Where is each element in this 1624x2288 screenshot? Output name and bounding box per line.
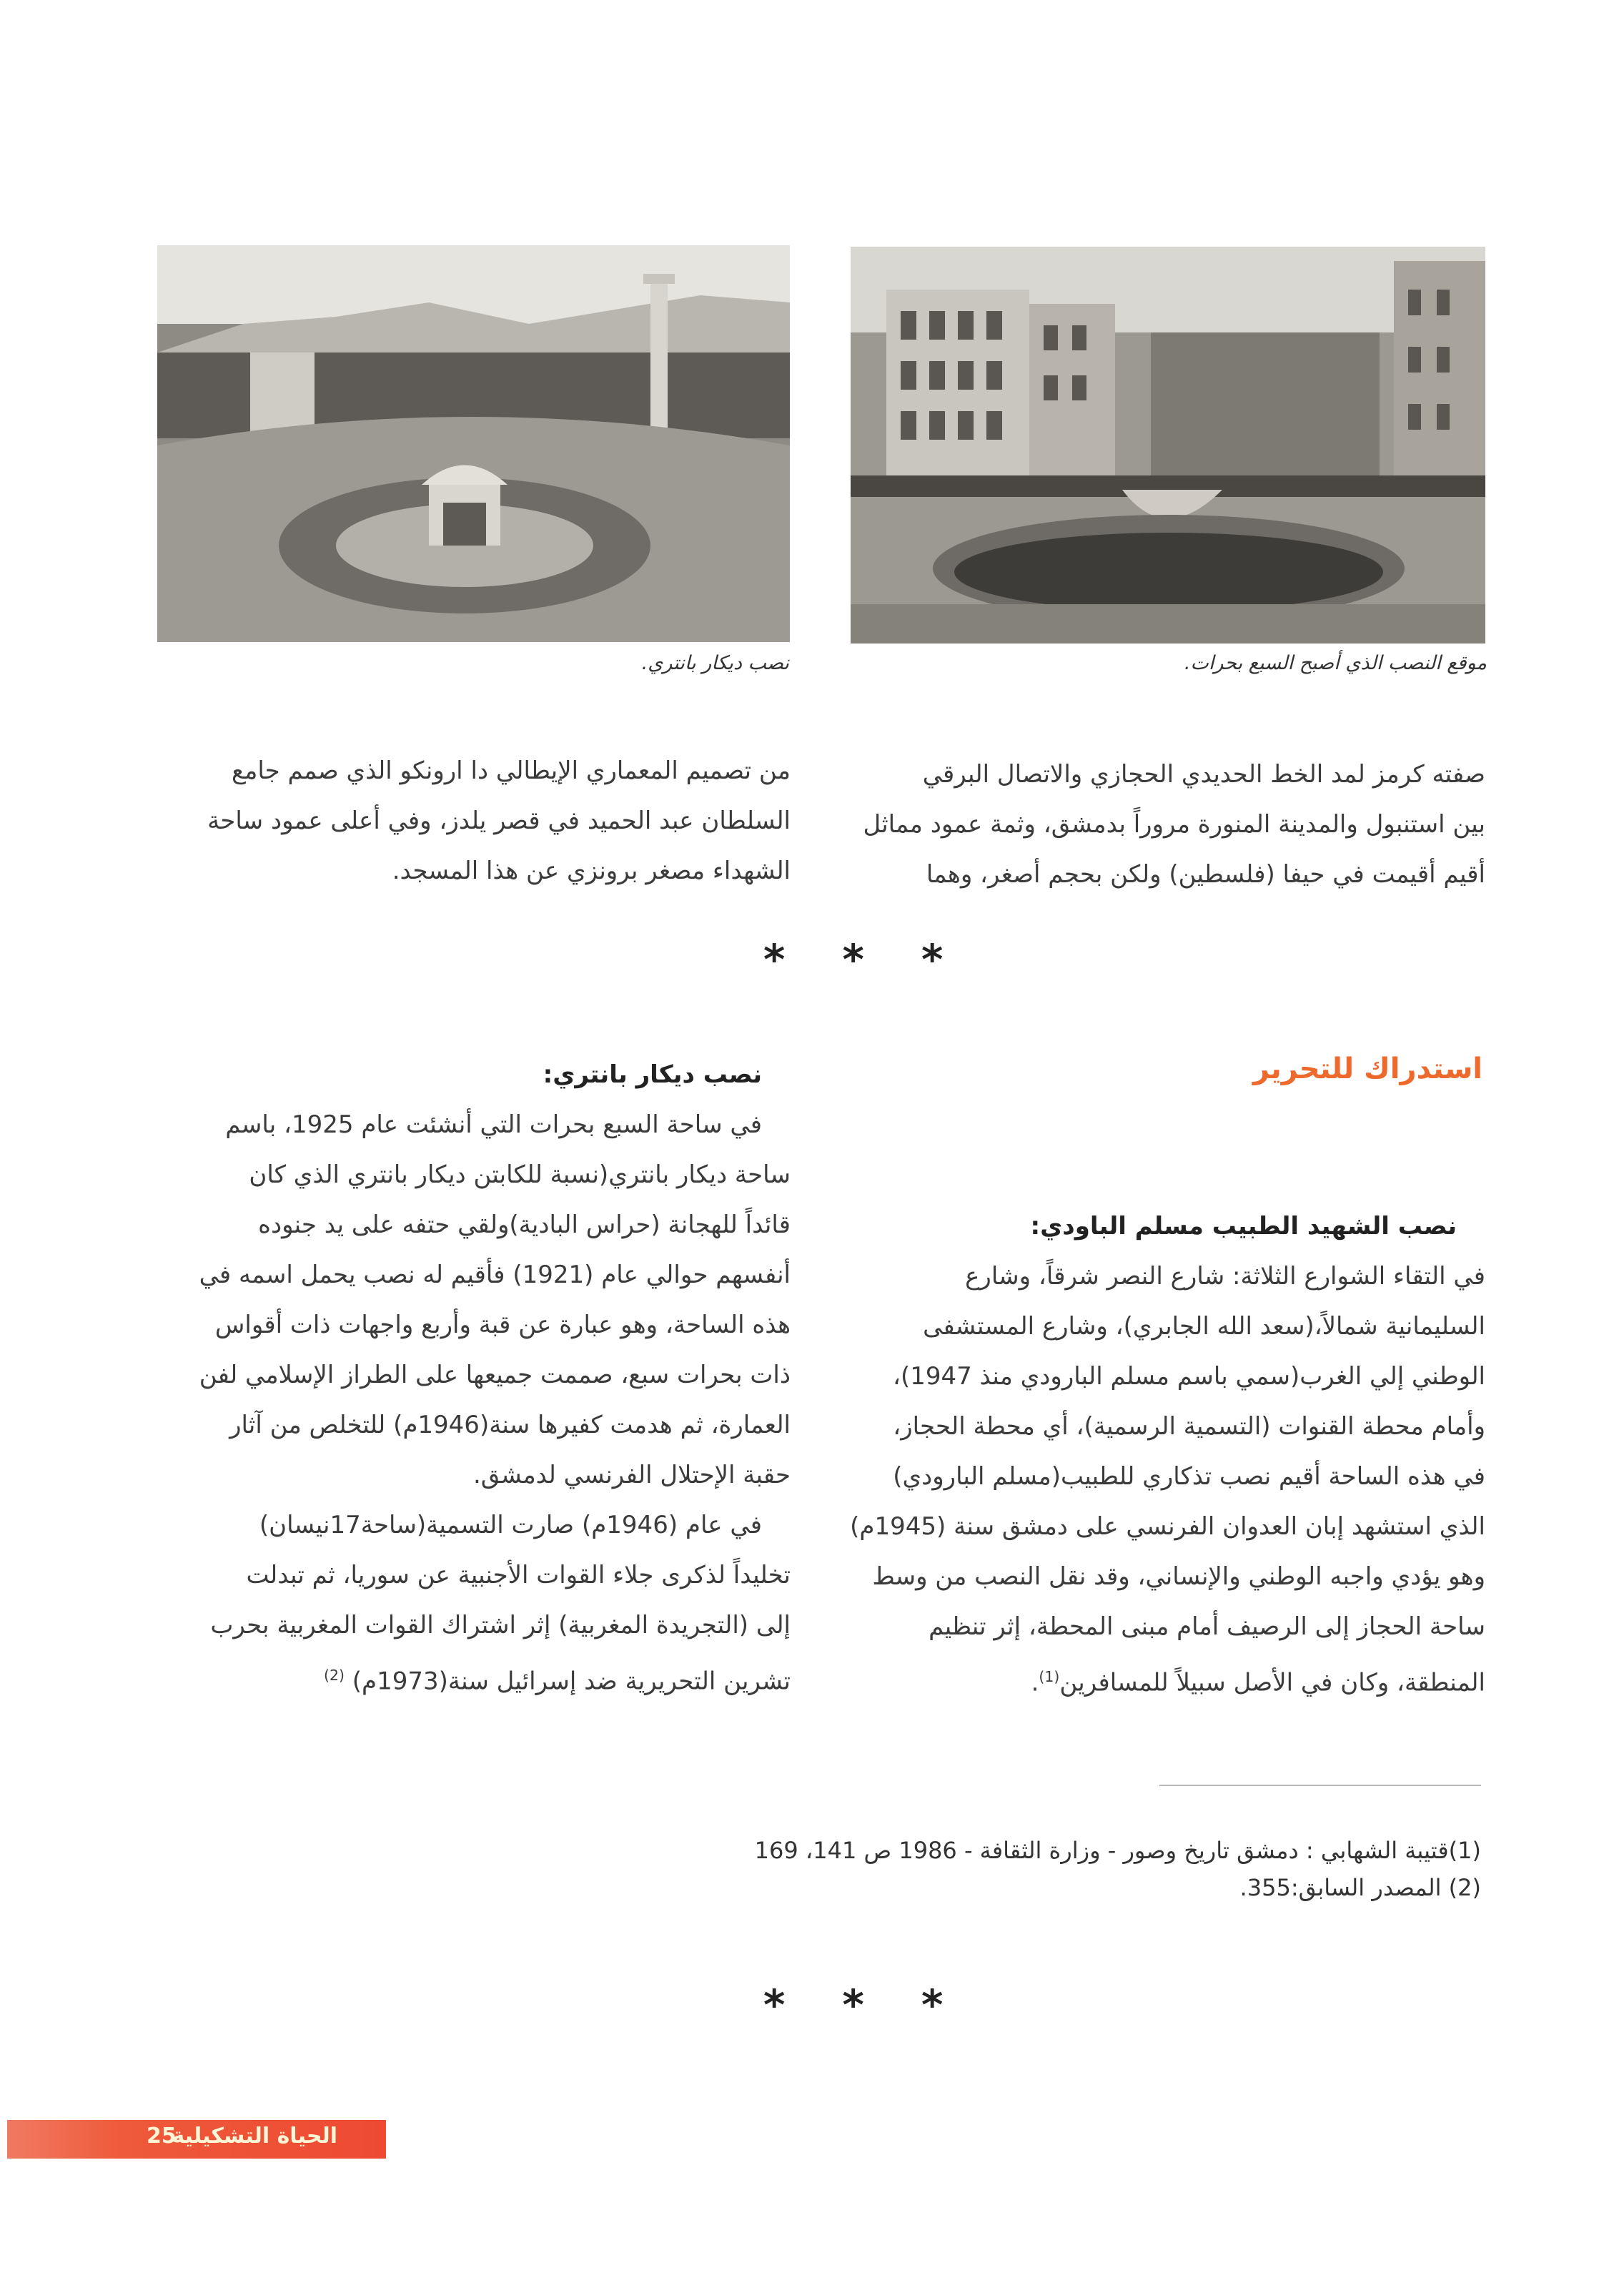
section-separator-bottom: * * *: [763, 1981, 965, 2029]
left-article-line: تخليداً لذكرى جلاء القوات الأجنبية عن سوريا، ثم تبدلت: [246, 1561, 791, 1589]
footnotes: [755, 1832, 1481, 1906]
footer-magazine-name: الحياة التشكيلية: [172, 2124, 337, 2149]
left-article-line: أنفسهم حوالي عام (1921) فأقيم له نصب يحمل اسمه في: [199, 1261, 791, 1289]
intro-right-column: [849, 749, 1485, 899]
left-article-heading: نصب ديكار بانتري:: [543, 1060, 762, 1089]
right-article-line: المنطقة، وكان في الأصل سبيلاً للمسافرين: [1059, 1668, 1485, 1697]
photo-decar-bantry-monument: [157, 245, 790, 642]
intro-left-column: [157, 746, 791, 896]
left-article-line: حقبة الإحتلال الفرنسي لدمشق.: [472, 1461, 791, 1489]
right-article-line: وهو يؤدي واجبه الوطني والإنساني، وقد نقل النصب من وسط: [872, 1562, 1485, 1591]
intro-right-line: بين استنبول والمدينة المنورة مروراً بدمشق، وثمة عمود مماثل: [863, 810, 1485, 839]
right-article-line: وأمام محطة القنوات (التسمية الرسمية)، أي محطة الحجاز،: [893, 1412, 1485, 1441]
intro-right-line: صفته كرمز لمد الخط الحديدي الحجازي والاتصال البرقي: [922, 760, 1485, 789]
footnote-2: (2) المصدر السابق:355.: [1239, 1874, 1481, 1901]
footnote-ref-1: (1): [1039, 1668, 1060, 1685]
right-article-line: ساحة الحجاز إلى الرصيف أمام مبنى المحطة، إثر تنظيم: [929, 1612, 1485, 1641]
footnote-ref-2: (2): [324, 1667, 345, 1684]
fountain-square-illustration: [851, 247, 1485, 644]
right-article-heading: نصب الشهيد الطبيب مسلم الباودي:: [1030, 1212, 1457, 1241]
right-article: [849, 1201, 1485, 1707]
left-article-line: في عام (1946م) صارت التسمية(ساحة17نيسان): [259, 1511, 762, 1539]
right-article-line: السليمانية شمالاً،(سعد الله الجابري)، وشارع المستشفى: [923, 1312, 1485, 1341]
photo-caption-right: موقع النصب الذي أصبح السبع بحرات.: [1184, 652, 1487, 674]
section-separator-top: * * *: [763, 935, 965, 984]
intro-left-line: من تصميم المعماري الإيطالي دا ارونكو الذي صمم جامع: [232, 756, 791, 785]
left-article-last-line: [157, 1650, 791, 1706]
right-article-last-line: [849, 1652, 1485, 1707]
left-article-line: ساحة ديكار بانتري(نسبة للكابتن ديكار بانتري الذي كان: [249, 1160, 791, 1189]
right-article-line: الذي استشهد إبان العدوان الفرنسي على دمشق سنة (1945م): [850, 1512, 1485, 1541]
intro-right-line: أقيم أقيمت في حيفا (فلسطين) ولكن بحجم أصغر، وهما: [926, 860, 1485, 889]
left-article-line: إلى (التجريدة المغربية) إثر اشتراك القوات المغربية بحرب: [210, 1611, 791, 1639]
right-article-end: .: [1031, 1668, 1039, 1697]
left-article-line: في ساحة السبع بحرات التي أنشئت عام 1925، باسم: [225, 1110, 762, 1139]
photo-seven-fountains-square: [851, 247, 1485, 644]
right-article-line: في التقاء الشوارع الثلاثة: شارع النصر شرقاً، وشارع: [965, 1262, 1485, 1291]
left-article-line: قائداً للهجانة (حراس البادية)ولقي حتفه على يد جنوده: [258, 1210, 791, 1239]
left-article-line: ذات بحرات سبع، صممت جميعها على الطراز الإسلامي لفن: [199, 1361, 791, 1389]
left-article-line: العمارة، ثم هدمت كفيرها سنة(1946م) للتخلص من آثار: [229, 1411, 791, 1439]
left-article-line: تشرين التحريرية ضد إسرائيل سنة(1973م): [352, 1667, 791, 1696]
footer-page-number: 25: [147, 2124, 177, 2149]
footnote-1: (1)قتيبة الشهابي : دمشق تاريخ وصور - وزارة الثقافة - 1986 ص 141، 169: [754, 1837, 1481, 1864]
intro-left-line: الشهداء مصغر برونزي عن هذا المسجد.: [392, 857, 791, 885]
left-article: [157, 1050, 791, 1706]
right-article-line: في هذه الساحة أقيم نصب تذكاري للطبيب(مسلم البارودي): [893, 1462, 1485, 1491]
left-article-line: هذه الساحة، وهو عبارة عن قبة وأربع واجهات ذات أقواس: [214, 1311, 791, 1339]
intro-left-line: السلطان عبد الحميد في قصر يلدز، وفي أعلى عمود ساحة: [207, 807, 791, 835]
footnote-divider: [1159, 1785, 1481, 1786]
right-article-line: الوطني إلي الغرب(سمي باسم مسلم البارودي منذ 1947)،: [892, 1362, 1485, 1391]
monument-square-illustration: [157, 245, 790, 642]
photo-caption-left: نصب ديكار بانتري.: [641, 652, 789, 674]
editor-note-title: استدراك للتحرير: [1252, 1052, 1482, 1085]
